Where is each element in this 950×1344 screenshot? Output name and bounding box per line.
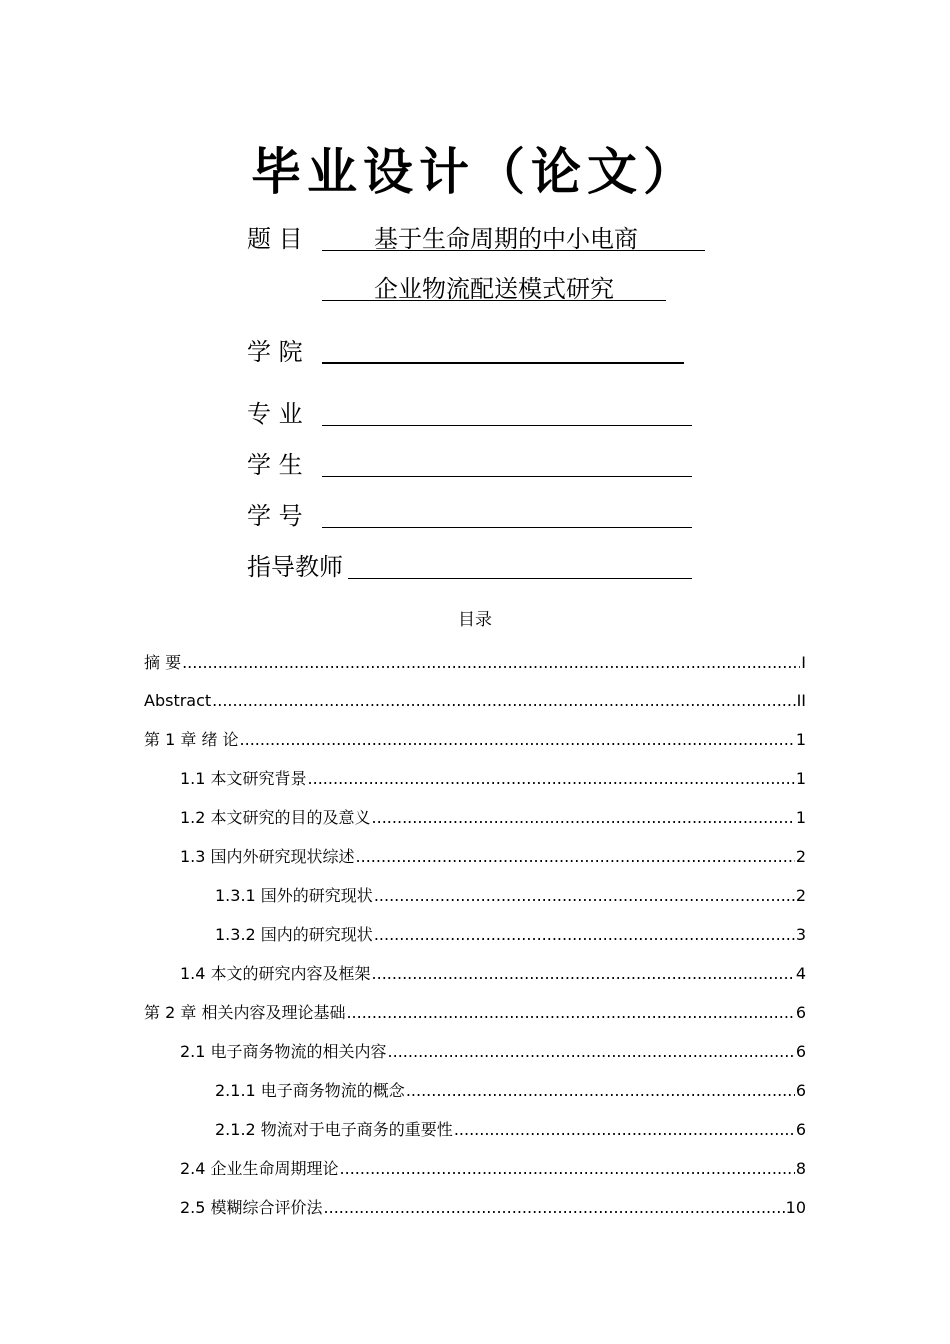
toc-dot-leader	[212, 690, 795, 712]
toc-dot-leader	[340, 1158, 795, 1180]
toc-dot-leader	[374, 885, 795, 907]
toc-entry-title: 1.2 本文研究的目的及意义	[180, 808, 371, 827]
toc-entry-page: 4	[795, 964, 806, 983]
toc-entry[interactable]	[180, 842, 806, 868]
toc-dot-leader	[372, 807, 795, 829]
toc-dot-leader	[308, 768, 795, 790]
toc-entry-page: II	[796, 691, 806, 710]
thesis-title: 毕业设计（论文）	[251, 142, 699, 201]
toc-entry-page: 1	[795, 808, 806, 827]
topic-label: 题 目	[247, 225, 303, 253]
toc-entry-page: 6	[795, 1081, 806, 1100]
advisor-label: 指导教师	[247, 553, 343, 581]
student-underline	[322, 448, 692, 477]
toc-entry[interactable]	[180, 1154, 806, 1180]
toc-entry-page: 3	[795, 925, 806, 944]
toc-heading: 目录	[458, 610, 492, 630]
toc-entry[interactable]	[180, 803, 806, 829]
student-id-underline	[322, 499, 692, 528]
advisor-underline	[348, 550, 692, 579]
toc-entry-page: 10	[785, 1198, 806, 1217]
toc-entry[interactable]	[144, 725, 806, 751]
toc-entry[interactable]	[144, 998, 806, 1024]
college-label: 学 院	[247, 338, 303, 366]
toc-entry-page: 2	[795, 847, 806, 866]
toc-dot-leader	[356, 846, 795, 868]
toc-entry-page: 1	[795, 769, 806, 788]
toc-entry[interactable]	[180, 764, 806, 790]
toc-entry-page: 1	[795, 730, 806, 749]
toc-entry-title: Abstract	[144, 691, 212, 710]
toc-dot-leader	[182, 652, 800, 674]
toc-dot-leader	[374, 924, 795, 946]
toc-entry-title: 第 1 章 绪 论	[144, 730, 239, 749]
toc-entry[interactable]	[215, 1115, 806, 1141]
toc-entry[interactable]	[180, 959, 806, 985]
toc-entry-page: I	[801, 653, 806, 672]
toc-entry-page: 6	[795, 1042, 806, 1061]
toc-entry-title: 1.1 本文研究背景	[180, 769, 307, 788]
toc-dot-leader	[372, 963, 795, 985]
topic-line-1: 基于生命周期的中小电商	[374, 225, 638, 253]
toc-entry-page: 8	[795, 1159, 806, 1178]
toc-entry-title: 2.5 模糊综合评价法	[180, 1198, 323, 1217]
toc-entry-page: 2	[795, 886, 806, 905]
topic-line-2: 企业物流配送模式研究	[374, 275, 614, 303]
toc-dot-leader	[240, 729, 795, 751]
toc-entry-title: 1.4 本文的研究内容及框架	[180, 964, 371, 983]
toc-entry-title: 2.1.1 电子商务物流的概念	[215, 1081, 405, 1100]
college-underline	[322, 335, 684, 364]
toc-entry[interactable]	[180, 1037, 806, 1063]
toc-entry-title: 2.1.2 物流对于电子商务的重要性	[215, 1120, 453, 1139]
toc-entry-title: 2.4 企业生命周期理论	[180, 1159, 339, 1178]
toc-dot-leader	[346, 1002, 794, 1024]
toc-entry-title: 1.3.1 国外的研究现状	[215, 886, 373, 905]
toc-entry-page: 6	[795, 1120, 806, 1139]
toc-entry[interactable]	[215, 1076, 806, 1102]
toc-dot-leader	[406, 1080, 795, 1102]
toc-entry[interactable]	[215, 920, 806, 946]
toc-entry-title: 2.1 电子商务物流的相关内容	[180, 1042, 387, 1061]
toc-entry-title: 第 2 章 相关内容及理论基础	[144, 1003, 346, 1022]
toc-entry[interactable]	[215, 881, 806, 907]
student-id-label: 学 号	[247, 502, 303, 530]
major-underline	[322, 397, 692, 426]
toc-entry-page: 6	[795, 1003, 806, 1022]
toc-entry-title: 摘 要	[144, 653, 182, 672]
toc-dot-leader	[454, 1119, 795, 1141]
toc-entry[interactable]	[144, 648, 806, 674]
toc-entry-title: 1.3.2 国内的研究现状	[215, 925, 373, 944]
toc-entry[interactable]	[180, 1193, 806, 1219]
toc-dot-leader	[324, 1197, 785, 1219]
toc-entry-title: 1.3 国内外研究现状综述	[180, 847, 355, 866]
student-label: 学 生	[247, 451, 303, 479]
toc-dot-leader	[388, 1041, 795, 1063]
major-label: 专 业	[247, 400, 303, 428]
toc-entry[interactable]	[144, 686, 806, 712]
